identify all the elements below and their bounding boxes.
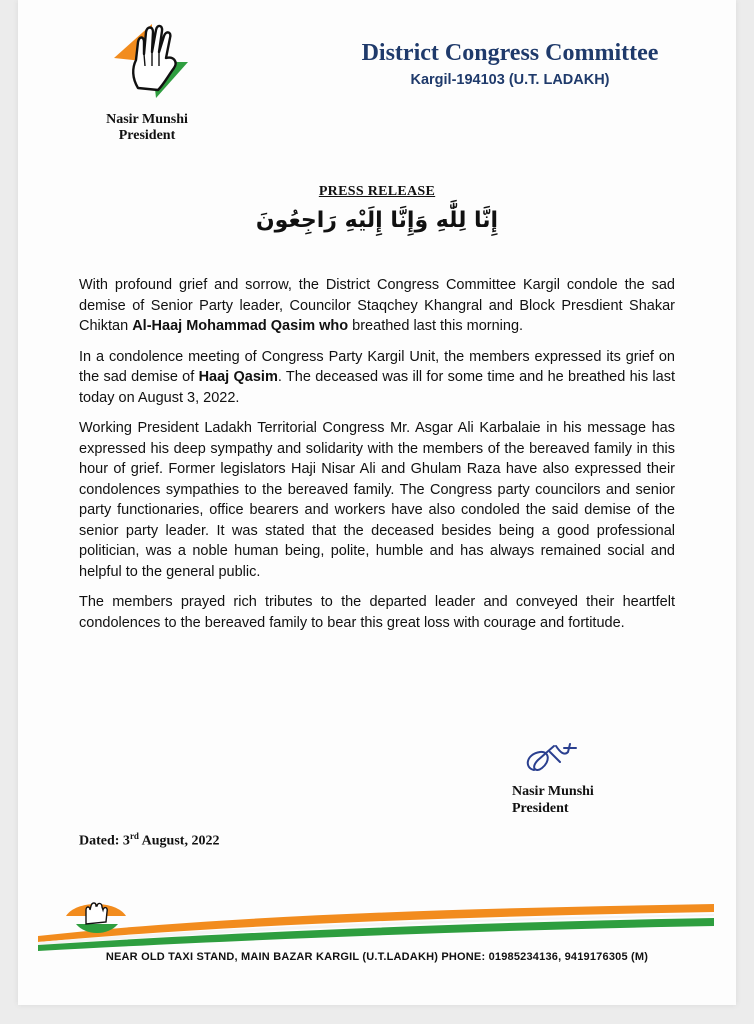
paragraph-2	[79, 347, 675, 409]
signatory-title: President	[512, 801, 569, 816]
paragraph-1-bold: Al-Haaj Mohammad Qasim who	[132, 318, 349, 334]
paragraph-1	[79, 275, 675, 337]
press-release-heading: PRESS RELEASE	[318, 184, 436, 199]
release-body	[79, 275, 675, 643]
paragraph-2-text-b: . The deceased was ill for some time and he breathed his last today on August 3, 2022.	[79, 369, 675, 406]
signatory-block	[512, 783, 652, 817]
congress-hand-icon	[108, 18, 192, 104]
paragraph-2-bold: Haaj Qasim	[198, 369, 278, 385]
signature-icon	[520, 738, 586, 778]
paragraph-1-text-a: With profound grief and sorrow, the District Congress Committee Kargil condole the sad demise of Senior Party leader, Councilor Staqchey Khangral and Block Presdient Shakar Chiktan	[79, 277, 675, 334]
president-title: President	[118, 128, 176, 143]
footer-address: NEAR OLD TAXI STAND, MAIN BAZAR KARGIL (U.T.LADAKH) PHONE: 01985234136, 9419176305 (M)	[105, 951, 649, 963]
footer-tricolor-swoosh	[36, 894, 716, 954]
date-line	[79, 831, 219, 850]
date-label: Dated: 3	[79, 833, 130, 849]
paragraph-4: The members prayed rich tributes to the departed leader and conveyed their heartfelt condolences to the bereaved family to bear this great loss with courage and fortitude.	[79, 594, 675, 631]
org-address: Kargil-194103 (U.T. LADAKH)	[410, 72, 610, 88]
date-rest: August, 2022	[138, 833, 220, 849]
date-suffix: rd	[129, 831, 139, 841]
paragraph-2-text-a: In a condolence meeting of Congress Party Kargil Unit, the members expressed its grief on the sad demise of	[79, 348, 675, 385]
president-name: Nasir Munshi	[106, 112, 188, 127]
paragraph-3: Working President Ladakh Territorial Congress Mr. Asgar Ali Karbalaie in his message has expressed his deep sympathy and solidarity with the members of the bereaved family in this hour of grief. Former legislators Haji Nisar Ali and Ghulam Raza have also expressed their condolences sympathies to the bereaved family. The Congress party councilors and senior party functionaries, office bearers and workers have also condoled the said demise of the senior party leader. It was stated that the deceased besides being a good professional politician, was a noble human being, polite, humble and has always remained social and helpful to the general public.	[79, 420, 675, 580]
org-name: District Congress Committee	[361, 40, 659, 66]
paragraph-1-text-b: breathed last this morning.	[348, 318, 524, 334]
signatory-name: Nasir Munshi	[512, 784, 594, 799]
president-block	[82, 112, 212, 144]
arabic-verse: إِنَّا لِلَّٰهِ وَإِنَّا إِلَيْهِ رَاجِعُونَ	[255, 208, 499, 233]
